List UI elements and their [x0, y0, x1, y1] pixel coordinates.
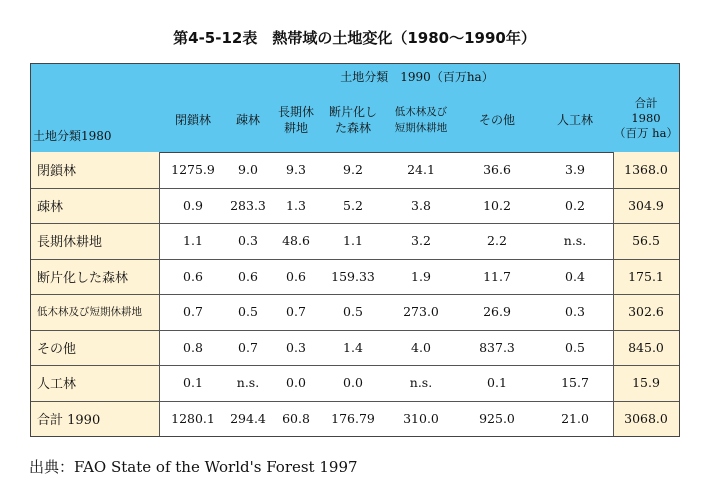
table-cell: 302.6: [628, 304, 664, 320]
row-label: 疎林: [37, 199, 64, 215]
table-cell: 1.3: [286, 197, 306, 213]
table-cell: 0.5: [343, 304, 363, 320]
table-cell: 36.6: [483, 162, 511, 178]
row-label: 断片化した森林: [37, 270, 129, 286]
table-cell: 0.2: [565, 197, 585, 213]
table-cell: 159.33: [331, 268, 375, 284]
table-cell: 0.7: [238, 339, 258, 355]
column-header-closed-forest: 閉鎖林: [174, 113, 211, 127]
table-cell: 10.2: [483, 197, 511, 213]
source-note: 出典：FAO State of the World's Forest 1997: [29, 458, 358, 476]
table-cell: 0.4: [565, 268, 585, 284]
table-cell: 1.1: [343, 233, 363, 249]
table-cell: n.s.: [236, 375, 260, 391]
table-cell: 1280.1: [171, 410, 215, 426]
table-cell: 56.5: [632, 233, 660, 249]
table-cell: 0.5: [565, 339, 585, 355]
row-label: 長期休耕地: [37, 235, 103, 251]
table-cell: 0.3: [565, 304, 585, 320]
table-cell: 0.1: [487, 375, 507, 391]
table-cell: 3.2: [411, 233, 431, 249]
table-cell: 24.1: [407, 162, 435, 178]
table-cell: 11.7: [483, 268, 511, 284]
column-header-shrub-short-fallow: 低木林及び 短期休耕地: [394, 106, 448, 134]
table-cell: 283.3: [230, 197, 266, 213]
table-cell: 0.7: [286, 304, 306, 320]
table-cell: 9.0: [238, 162, 258, 178]
column-header-other: その他: [478, 113, 515, 127]
column-header-long-fallow: 長期休 耕地: [277, 105, 314, 135]
column-header-fragmented-forest: 断片化し た森林: [328, 105, 377, 135]
table-cell: 0.0: [286, 375, 306, 391]
table-cell: 1275.9: [171, 162, 215, 178]
row-label: その他: [37, 341, 77, 357]
table-cell: 60.8: [282, 410, 310, 426]
column-header-open-forest: 疎林: [235, 113, 260, 127]
table-cell: 0.5: [238, 304, 258, 320]
column-header-total-1980: 合計 1980 （百万 ha）: [614, 95, 678, 140]
table-cell: 3.9: [565, 162, 585, 178]
table-cell: 0.1: [183, 375, 203, 391]
table-cell: n.s.: [563, 233, 587, 249]
table-cell: 0.7: [183, 304, 203, 320]
table-cell: 0.3: [238, 233, 258, 249]
table-header: [31, 64, 679, 153]
row-label: 閉鎖林: [37, 164, 77, 180]
table-cell: 26.9: [483, 304, 511, 320]
table-cell: 3.8: [411, 197, 431, 213]
table-cell: 1.1: [183, 233, 203, 249]
table-cell: 0.6: [183, 268, 203, 284]
column-header-plantation: 人工林: [556, 113, 593, 127]
table-cell: 294.4: [230, 410, 266, 426]
table-cell: 4.0: [411, 339, 431, 355]
table-cell: 1.4: [343, 339, 363, 355]
row-label: 合計 1990: [37, 412, 101, 428]
table-cell: 0.6: [238, 268, 258, 284]
table-cell: 0.8: [183, 339, 203, 355]
table-cell: 15.7: [561, 375, 589, 391]
table-cell: 175.1: [628, 268, 664, 284]
table-cell: 845.0: [628, 339, 664, 355]
table-cell: 310.0: [403, 410, 439, 426]
table-cell: 0.9: [183, 197, 203, 213]
row-label: 人工林: [37, 377, 77, 393]
table-cell: 2.2: [487, 233, 507, 249]
table-cell: 176.79: [331, 410, 375, 426]
table-cell: 21.0: [561, 410, 589, 426]
table-cell: 3068.0: [624, 410, 668, 426]
table-cell: 0.0: [343, 375, 363, 391]
column-group-label: 土地分類 1990（百万ha）: [340, 70, 494, 84]
row-axis-label: 土地分類1980: [33, 129, 112, 143]
table-cell: 0.3: [286, 339, 306, 355]
table-cell: 304.9: [628, 197, 664, 213]
table-cell: 15.9: [632, 375, 660, 391]
table-cell: 1368.0: [624, 162, 668, 178]
table-cell: 0.6: [286, 268, 306, 284]
table-cell: 273.0: [403, 304, 439, 320]
table-cell: 1.9: [411, 268, 431, 284]
table-cell: 48.6: [282, 233, 310, 249]
table-cell: 837.3: [479, 339, 515, 355]
row-label: 低木林及び短期休耕地: [37, 306, 142, 319]
table-cell: n.s.: [409, 375, 433, 391]
table-title: 第4-5-12表 熱帯域の土地変化（1980〜1990年）: [173, 29, 536, 47]
land-change-table: [30, 63, 680, 437]
table-cell: 9.3: [286, 162, 306, 178]
table-cell: 925.0: [479, 410, 515, 426]
table-cell: 9.2: [343, 162, 363, 178]
table-cell: 5.2: [343, 197, 363, 213]
